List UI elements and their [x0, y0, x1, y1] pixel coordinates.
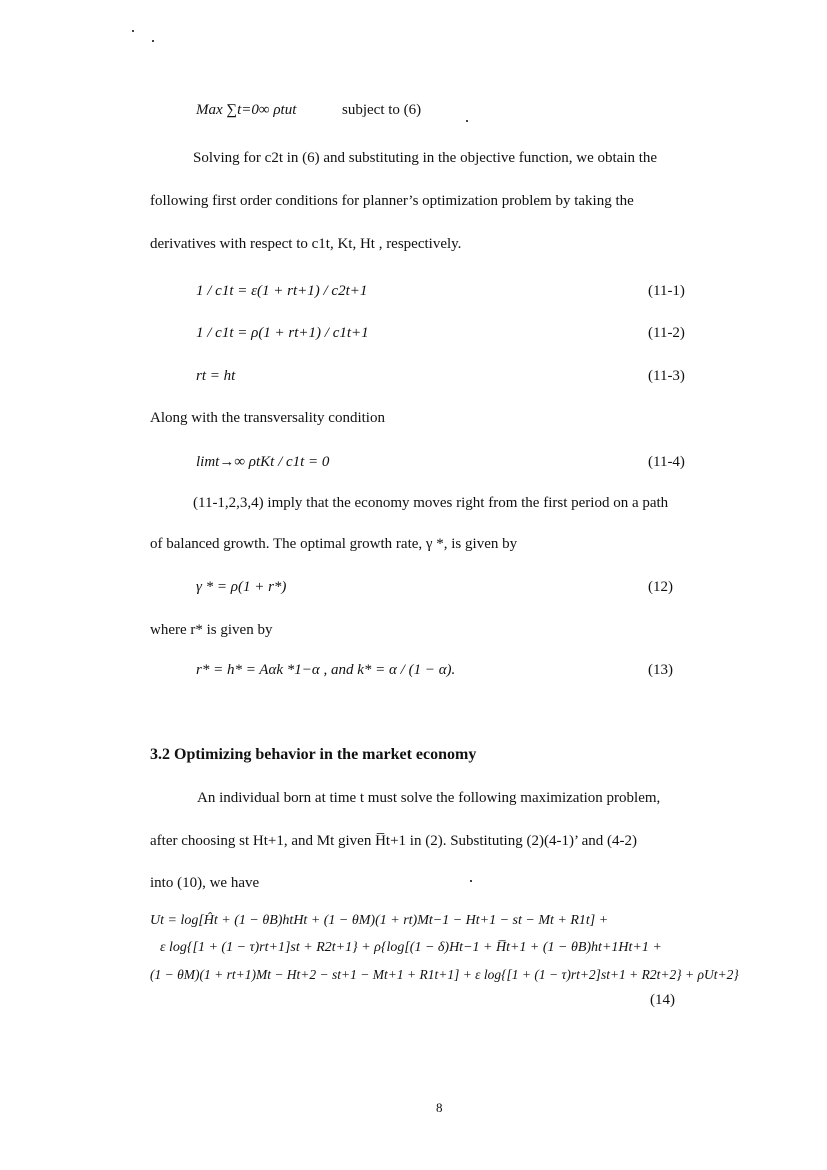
paragraph-line: derivatives with respect to c1t, Kt, Ht , respectively. [150, 236, 462, 252]
paragraph-line: Solving for c2t in (6) and substituting in the objective function, we obtain the [193, 150, 658, 166]
where-line: where r* is given by [150, 622, 273, 638]
equation-14-line: ε log{[1 + (1 − τ)rt+1]st + R2t+1} + ρ{log[(1 − δ)Ht−1 + H̅t+1 + (1 − θB)ht+1Ht+1 + [160, 940, 662, 955]
equation-number: (12) [648, 579, 673, 595]
equation-number: (11-3) [648, 368, 685, 384]
scan-speck [470, 880, 472, 882]
scan-speck [466, 120, 468, 122]
equation-14-line: Ut = log[Ĥt + (1 − θB)htHt + (1 − θM)(1 + rt)Mt−1 − Ht+1 − st − Mt + R1t] + [150, 913, 609, 928]
optimization-constraint: subject to (6) [342, 102, 422, 118]
equation-number: (11-1) [648, 283, 685, 299]
paragraph-line: of balanced growth. The optimal growth rate, γ *, is given by [150, 536, 518, 552]
equation-11-3: rt = ht [196, 368, 236, 384]
equation-11-1: 1 / c1t = ε(1 + rt+1) / c2t+1 [196, 283, 368, 299]
equation-14-line: (1 − θM)(1 + rt+1)Mt − Ht+2 − st+1 − Mt+1 + R1t+1] + ε log{[1 + (1 − τ)rt+2]st+1 + R2t+2} + ρUt+2} [150, 967, 739, 982]
equation-number: (13) [648, 662, 673, 678]
scan-speck [152, 40, 154, 42]
scan-speck [132, 30, 134, 32]
equation-number: (14) [650, 992, 675, 1008]
equation-11-2: 1 / c1t = ρ(1 + rt+1) / c1t+1 [196, 325, 369, 341]
section-heading: 3.2 Optimizing behavior in the market economy [150, 746, 477, 763]
equation-number: (11-4) [648, 454, 685, 470]
paragraph-line: (11-1,2,3,4) imply that the economy moves right from the first period on a path [193, 495, 669, 511]
page-number: 8 [436, 1100, 443, 1115]
paragraph-line: following first order conditions for planner’s optimization problem by taking the [150, 193, 634, 209]
transversality-intro: Along with the transversality condition [150, 410, 385, 426]
equation-number: (11-2) [648, 325, 685, 341]
equation-12: γ * = ρ(1 + r*) [196, 579, 287, 595]
paragraph-line: An individual born at time t must solve the following maximization problem, [197, 790, 661, 806]
optimization-objective: Max ∑t=0∞ ρtut [196, 102, 297, 118]
paragraph-line: into (10), we have [150, 875, 260, 891]
paragraph-line: after choosing st Ht+1, and Mt given H̅t+1 in (2). Substituting (2)(4-1)’ and (4-2) [150, 833, 637, 849]
equation-13: r* = h* = Aαk *1−α , and k* = α / (1 − α). [196, 662, 456, 678]
equation-11-4: limt→∞ ρtKt / c1t = 0 [196, 454, 330, 470]
